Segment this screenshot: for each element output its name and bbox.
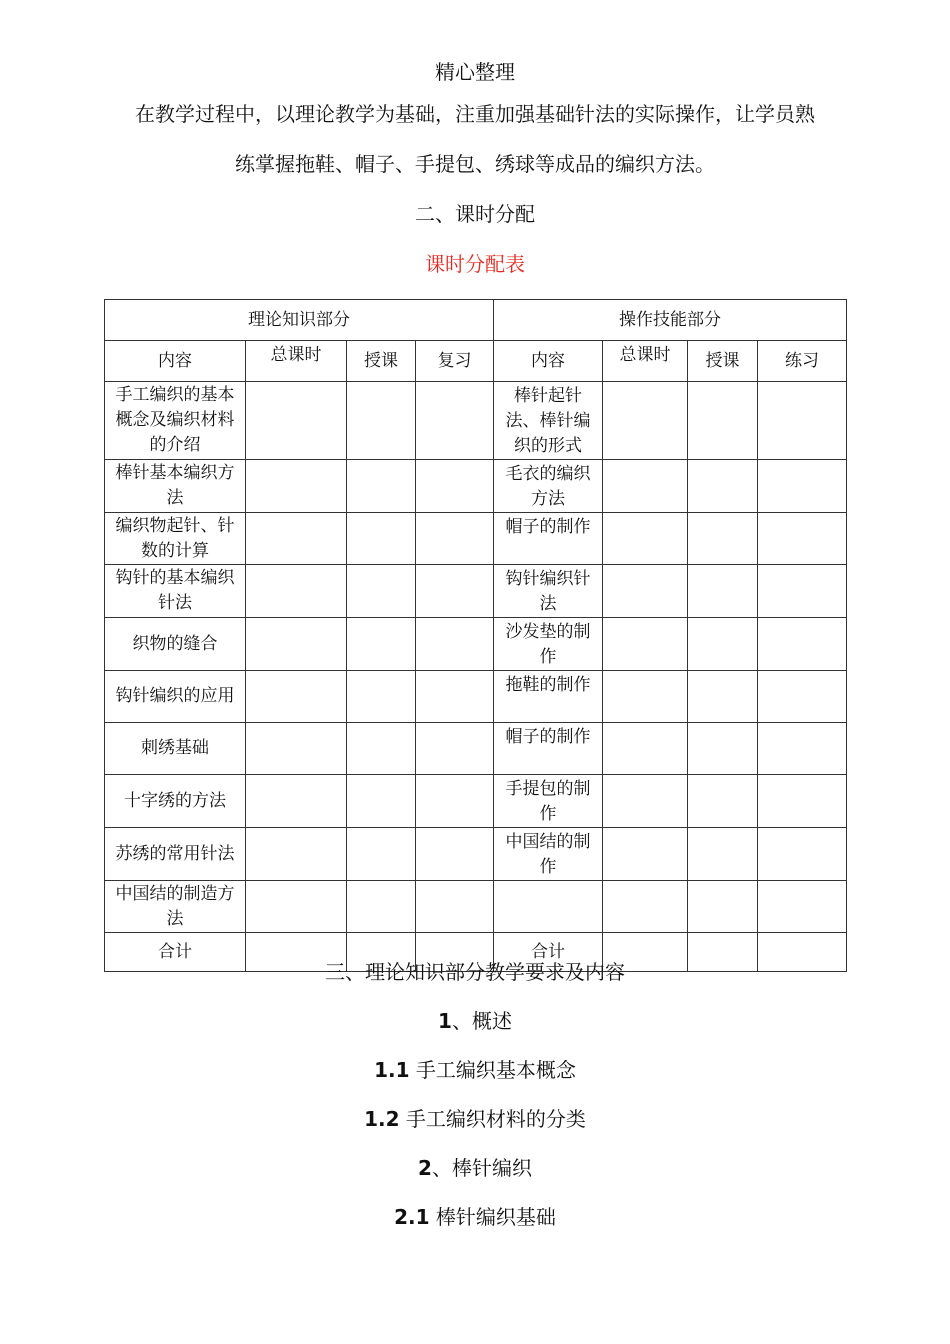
empty-cell: [688, 382, 758, 460]
practice-content-cell: 拖鞋的制作: [494, 671, 603, 723]
table-row: [105, 881, 847, 933]
table-row: [105, 723, 847, 775]
empty-cell: [347, 723, 416, 775]
empty-cell: [416, 775, 494, 828]
outline-number: 1: [438, 1009, 452, 1033]
empty-cell: [603, 460, 688, 513]
outline-text: 、概述: [451, 1009, 512, 1033]
outline-number: 1.1: [374, 1058, 410, 1082]
theory-content-cell: 钩针的基本编织针法: [105, 565, 246, 618]
table-row: [105, 460, 847, 513]
column-header: 授课: [688, 341, 758, 382]
empty-cell: [246, 881, 347, 933]
theory-content-cell: 中国结的制造方法: [105, 881, 246, 933]
table-row: [105, 671, 847, 723]
theory-total-label: 合计: [105, 933, 246, 972]
outline-heading-1-2: [0, 1105, 950, 1133]
empty-cell: [688, 671, 758, 723]
empty-cell: [688, 881, 758, 933]
empty-cell: [688, 618, 758, 671]
empty-cell: [416, 618, 494, 671]
empty-cell: [758, 881, 847, 933]
empty-cell: [688, 460, 758, 513]
empty-cell: [603, 723, 688, 775]
theory-content-cell: 手工编织的基本概念及编织材料的介绍: [105, 382, 246, 460]
outline-number: 2: [418, 1156, 432, 1180]
empty-cell: [603, 881, 688, 933]
table-row: [105, 513, 847, 565]
practice-content-cell: 帽子的制作: [494, 513, 603, 565]
empty-cell: [603, 565, 688, 618]
table-row: [105, 382, 847, 460]
outline-heading-2: [0, 1154, 950, 1182]
outline-text: 手工编织材料的分类: [399, 1107, 586, 1131]
empty-cell: [603, 828, 688, 881]
theory-content-cell: 棒针基本编织方法: [105, 460, 246, 513]
empty-cell: [416, 671, 494, 723]
empty-cell: [246, 671, 347, 723]
practice-group-header: 操作技能部分: [494, 300, 847, 341]
empty-cell: [758, 460, 847, 513]
empty-cell: [688, 565, 758, 618]
outline-number: 2.1: [394, 1205, 430, 1229]
empty-cell: [347, 881, 416, 933]
practice-content-cell: 钩针编织针法: [494, 565, 603, 618]
empty-cell: [416, 828, 494, 881]
empty-cell: [246, 723, 347, 775]
intro-line-2: 练掌握拖鞋、帽子、手提包、绣球等成品的编织方法。: [235, 152, 715, 176]
outline-text: 手工编织基本概念: [409, 1058, 576, 1082]
theory-group-header: 理论知识部分: [105, 300, 494, 341]
empty-cell: [758, 775, 847, 828]
empty-cell: [758, 565, 847, 618]
practice-content-cell: 中国结的制作: [494, 828, 603, 881]
empty-cell: [246, 460, 347, 513]
empty-cell: [758, 723, 847, 775]
table-column-header-row: [105, 341, 847, 382]
empty-cell: [246, 618, 347, 671]
class-hours-table: [104, 299, 847, 972]
empty-cell: [416, 513, 494, 565]
empty-cell: [688, 775, 758, 828]
empty-cell: [603, 775, 688, 828]
practice-content-cell: 毛衣的编织方法: [494, 460, 603, 513]
empty-cell: [758, 828, 847, 881]
practice-content-cell: 棒针起针法、棒针编织的形式: [494, 382, 603, 460]
intro-line-1: 在教学过程中，以理论教学为基础，注重加强基础针法的实际操作，让学员熟: [135, 102, 815, 126]
empty-cell: [347, 828, 416, 881]
empty-cell: [603, 513, 688, 565]
theory-content-cell: 十字绣的方法: [105, 775, 246, 828]
empty-cell: [416, 565, 494, 618]
empty-cell: [603, 671, 688, 723]
empty-cell: [347, 618, 416, 671]
column-header: 内容: [105, 341, 246, 382]
outline-text: 、棒针编织: [431, 1156, 532, 1180]
column-header: 复习: [416, 341, 494, 382]
practice-content-cell: 沙发垫的制作: [494, 618, 603, 671]
empty-cell: [347, 460, 416, 513]
empty-cell: [347, 775, 416, 828]
column-header: 授课: [347, 341, 416, 382]
empty-cell: [246, 382, 347, 460]
outline-heading-1-1: [0, 1056, 950, 1084]
outline-heading-2-1: [0, 1203, 950, 1231]
empty-cell: [347, 565, 416, 618]
empty-cell: [416, 382, 494, 460]
table-row: [105, 565, 847, 618]
empty-cell: [347, 671, 416, 723]
section-2-title: 二、课时分配: [415, 202, 535, 226]
empty-cell: [246, 513, 347, 565]
empty-cell: [603, 618, 688, 671]
column-header: 总课时: [246, 341, 347, 382]
column-header: 总课时: [603, 341, 688, 382]
practice-content-cell: [494, 881, 603, 933]
section-3-title: 三、理论知识部分教学要求及内容: [325, 960, 625, 984]
empty-cell: [688, 723, 758, 775]
empty-cell: [758, 513, 847, 565]
empty-cell: [603, 382, 688, 460]
practice-total-label: 合计: [494, 933, 603, 972]
empty-cell: [246, 775, 347, 828]
theory-content-cell: 苏绣的常用针法: [105, 828, 246, 881]
empty-cell: [416, 723, 494, 775]
table-row: [105, 618, 847, 671]
empty-cell: [758, 382, 847, 460]
empty-cell: [347, 382, 416, 460]
empty-cell: [416, 881, 494, 933]
practice-content-cell: 手提包的制作: [494, 775, 603, 828]
empty-cell: [416, 460, 494, 513]
outline-text: 棒针编织基础: [429, 1205, 556, 1229]
empty-cell: [688, 513, 758, 565]
table-title: 课时分配表: [425, 252, 525, 276]
outline-heading-1: [0, 1007, 950, 1035]
empty-cell: [688, 828, 758, 881]
table-group-header-row: [105, 300, 847, 341]
theory-content-cell: 钩针编织的应用: [105, 671, 246, 723]
theory-content-cell: 织物的缝合: [105, 618, 246, 671]
theory-content-cell: 刺绣基础: [105, 723, 246, 775]
table-row: [105, 775, 847, 828]
empty-cell: [758, 671, 847, 723]
practice-content-cell: 帽子的制作: [494, 723, 603, 775]
empty-cell: [347, 513, 416, 565]
table-row: [105, 828, 847, 881]
empty-cell: [246, 565, 347, 618]
column-header: 练习: [758, 341, 847, 382]
column-header: 内容: [494, 341, 603, 382]
empty-cell: [758, 618, 847, 671]
empty-cell: [246, 828, 347, 881]
page-header: 精心整理: [435, 60, 515, 84]
outline-number: 1.2: [364, 1107, 400, 1131]
theory-content-cell: 编织物起针、针数的计算: [105, 513, 246, 565]
